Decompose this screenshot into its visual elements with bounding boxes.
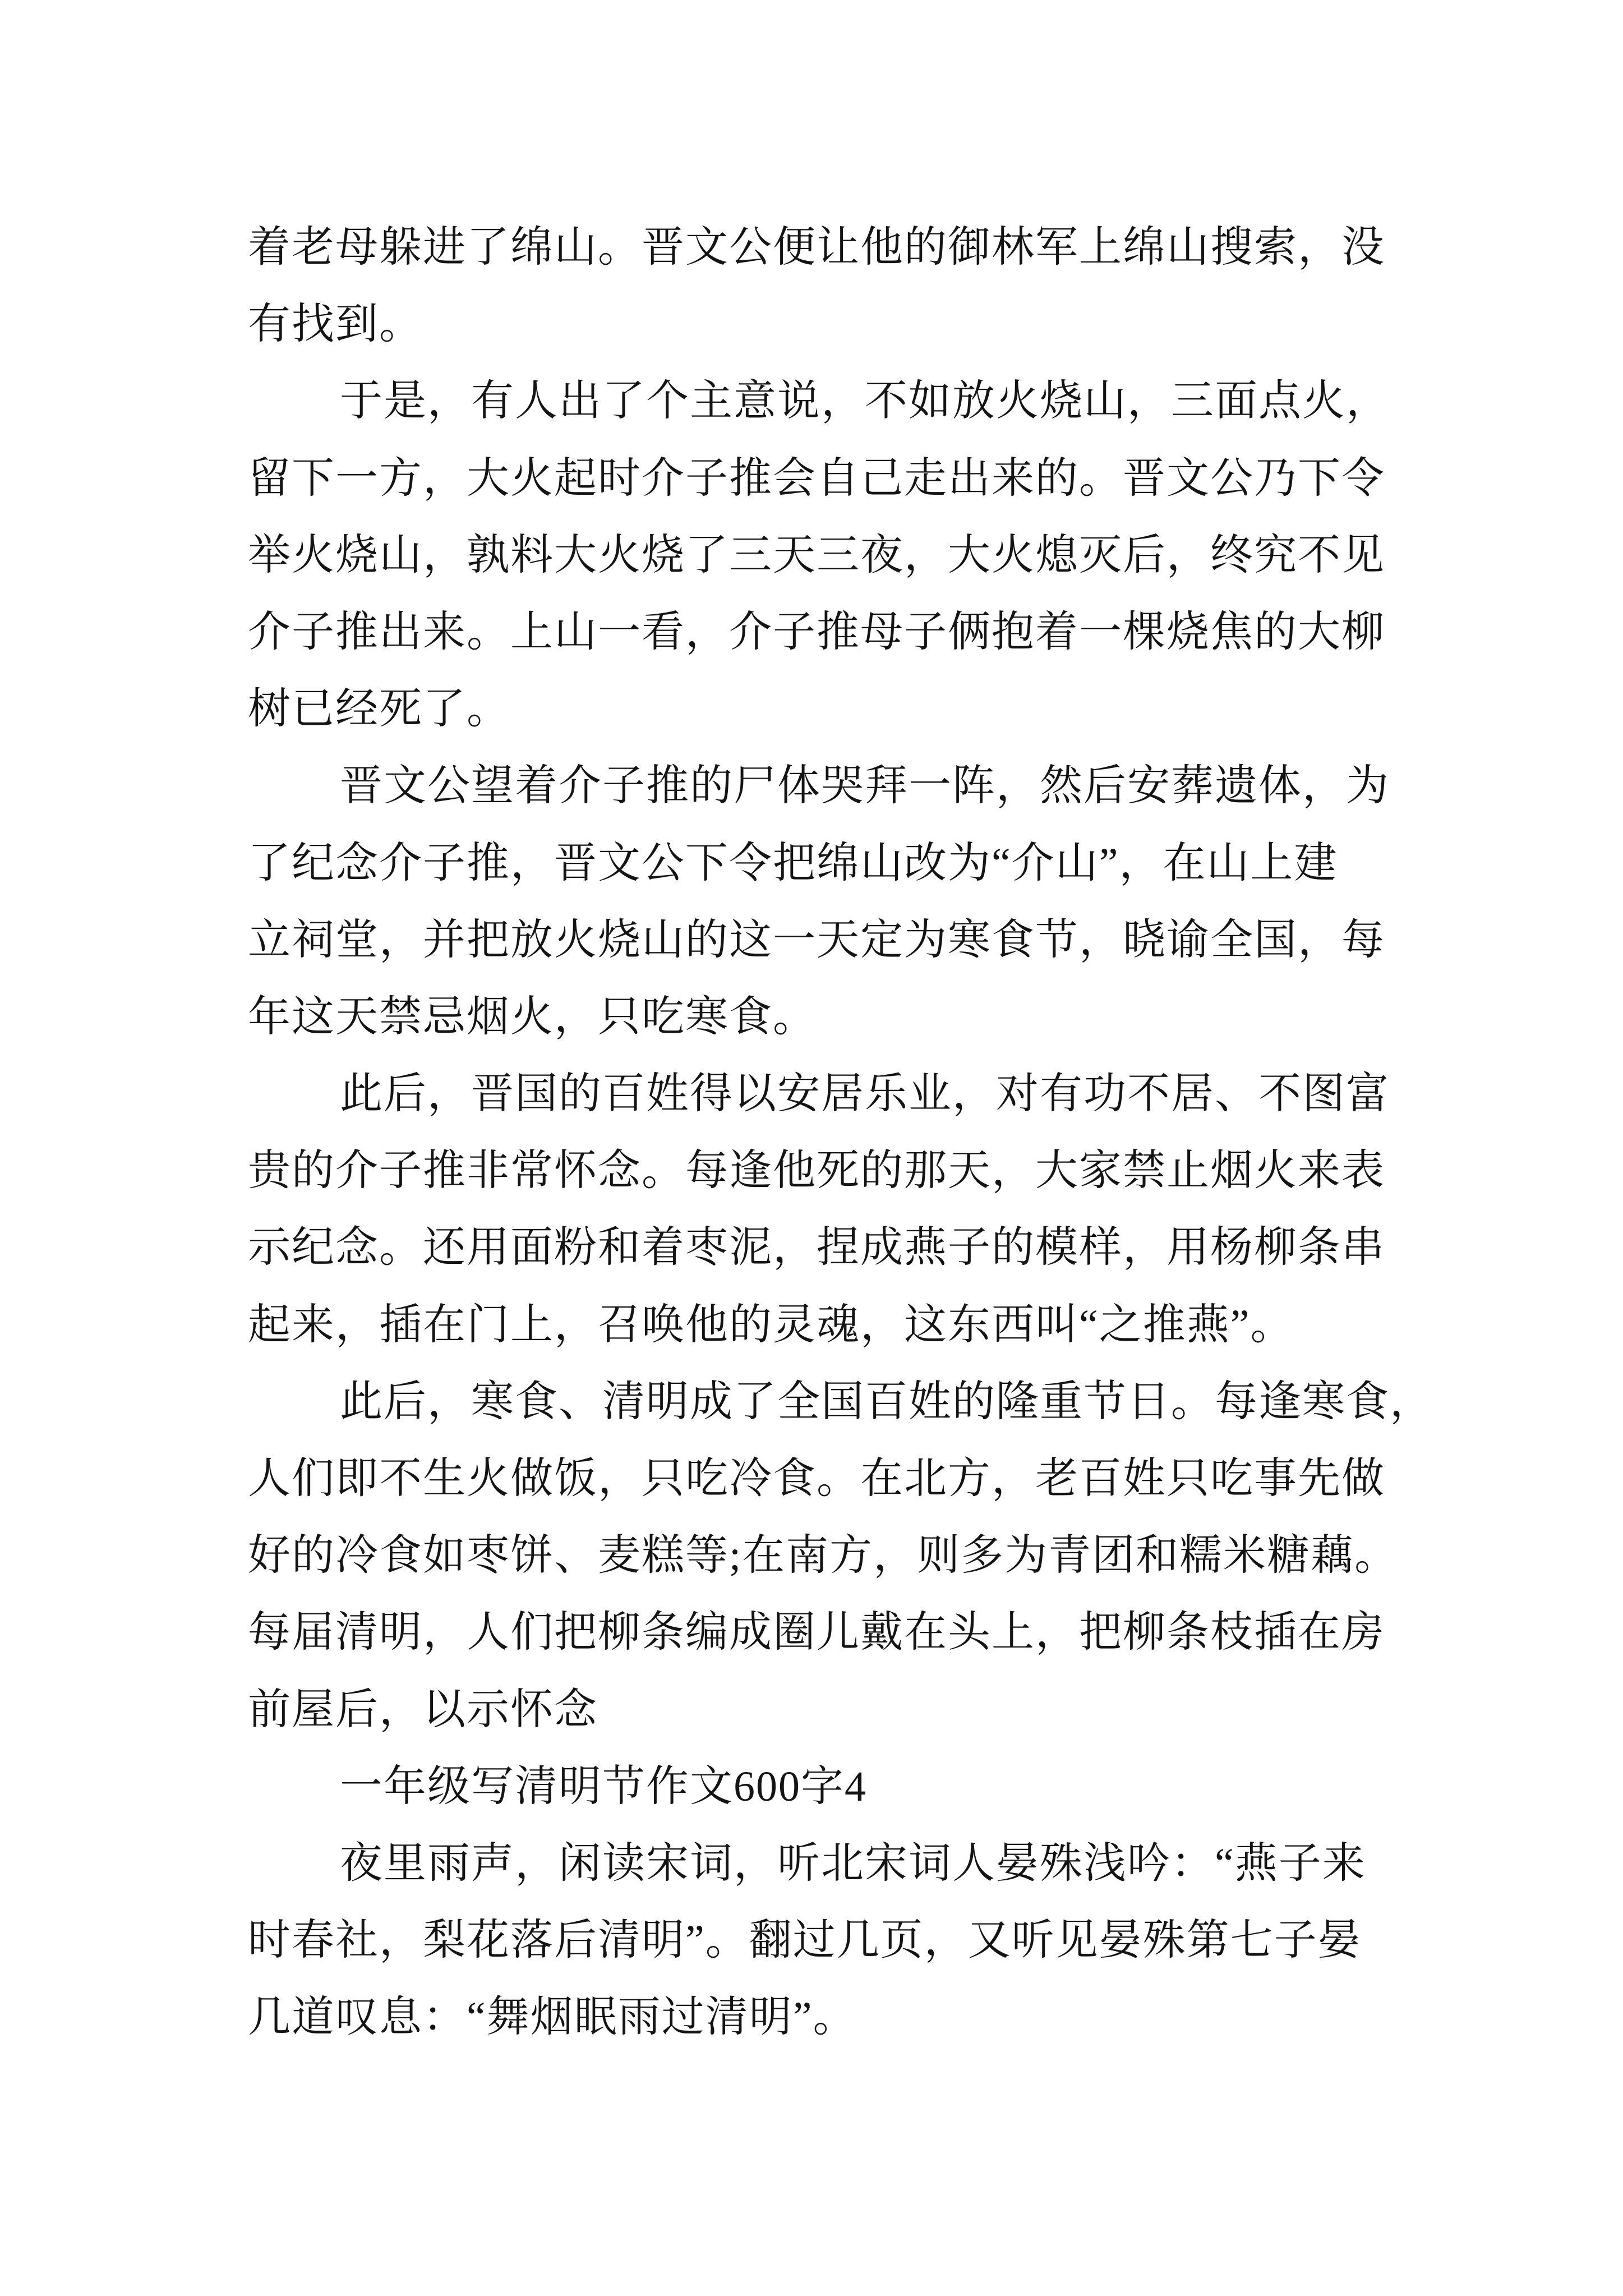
text-line: 几道叹息：“舞烟眠雨过清明”。 xyxy=(248,1994,857,2041)
text-line: 人们即不生火做饭，只吃冷食。在北方，老百姓只吃事先做 xyxy=(248,1455,1385,1502)
paragraph xyxy=(248,748,1538,1056)
text-line: 起来，插在门上，召唤他的灵魂，这东西叫“之推燕”。 xyxy=(248,1301,1294,1349)
section-heading: 一年级写清明节作文600字4 xyxy=(340,1763,867,1810)
text-line: 每届清明，人们把柳条编成圈儿戴在头上，把柳条枝插在房 xyxy=(248,1609,1385,1657)
text-line: 此后，寒食、清明成了全国百姓的隆重节日。每逢寒食， xyxy=(340,1378,1433,1425)
paragraph xyxy=(248,1825,1538,2056)
text-line: 举火烧山，孰料大火烧了三天三夜，大火熄灭后，终究不见 xyxy=(248,531,1385,579)
text-line: 夜里雨声，闲读宋词，听北宋词人晏殊浅吟：“燕子来 xyxy=(340,1839,1366,1887)
text-line: 示纪念。还用面粉和着枣泥，捏成燕子的模样，用杨柳条串 xyxy=(248,1224,1385,1272)
text-line: 贵的介子推非常怀念。每逢他死的那天，大家禁止烟火来表 xyxy=(248,1147,1385,1195)
text-line: 了纪念介子推，晋文公下令把绵山改为“介山”，在山上建 xyxy=(248,839,1338,887)
paragraph xyxy=(248,209,1538,363)
text-line: 留下一方，大火起时介子推会自己走出来的。晋文公乃下令 xyxy=(248,454,1385,502)
paragraph xyxy=(248,1364,1538,1749)
text-line: 好的冷食如枣饼、麦糕等;在南方，则多为青团和糯米糖藕。 xyxy=(248,1532,1399,1580)
text-line: 树已经死了。 xyxy=(248,685,510,733)
paragraph xyxy=(248,1056,1538,1364)
document-body xyxy=(248,209,1538,2056)
text-line: 有找到。 xyxy=(248,301,423,348)
text-line: 晋文公望着介子推的尸体哭拜一阵，然后安葬遗体，为 xyxy=(340,762,1390,810)
text-line: 此后，晋国的百姓得以安居乐业，对有功不居、不图富 xyxy=(340,1070,1390,1118)
text-line: 前屋后，以示怀念 xyxy=(248,1686,598,1733)
text-line: 立祠堂，并把放火烧山的这一天定为寒食节，晓谕全国，每 xyxy=(248,916,1385,964)
paragraph xyxy=(248,363,1538,748)
text-line: 于是，有人出了个主意说，不如放火烧山，三面点火， xyxy=(340,378,1390,425)
text-line: 介子推出来。上山一看，介子推母子俩抱着一棵烧焦的大柳 xyxy=(248,608,1385,656)
text-line: 着老母躲进了绵山。晋文公便让他的御林军上绵山搜索，没 xyxy=(248,224,1385,271)
text-line: 年这天禁忌烟火，只吃寒食。 xyxy=(248,993,817,1041)
text-line: 时春社，梨花落后清明”。翻过几页，又听见晏殊第七子晏 xyxy=(248,1917,1362,1964)
